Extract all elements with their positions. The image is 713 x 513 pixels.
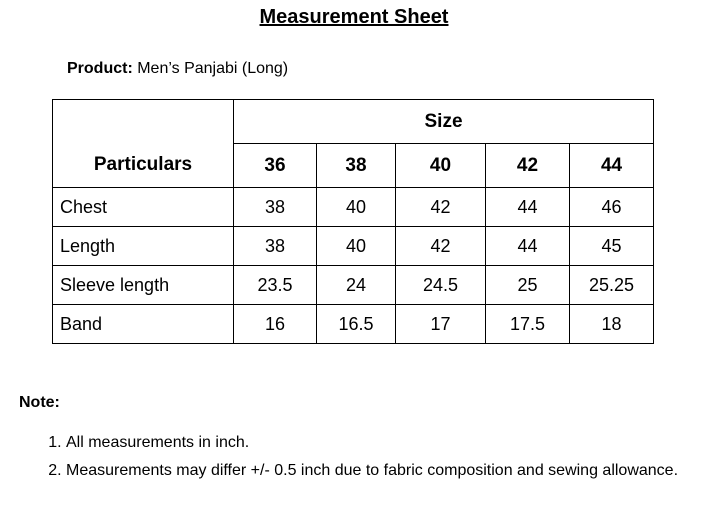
product-line — [67, 60, 288, 78]
table-cell: 25 — [486, 266, 570, 305]
table-cell: 25.25 — [570, 266, 654, 305]
size-column-header: 36 — [234, 144, 317, 188]
measurement-table — [52, 99, 654, 344]
table-row — [53, 305, 654, 344]
row-label: Band — [53, 305, 234, 344]
table-cell: 16.5 — [317, 305, 396, 344]
table-cell: 24.5 — [396, 266, 486, 305]
table-cell: 45 — [570, 227, 654, 266]
table-cell: 44 — [486, 227, 570, 266]
size-header: Size — [234, 100, 654, 144]
size-column-header: 42 — [486, 144, 570, 188]
table-row — [53, 266, 654, 305]
row-label: Length — [53, 227, 234, 266]
table-cell: 38 — [234, 188, 317, 227]
table-cell: 38 — [234, 227, 317, 266]
table-cell: 40 — [317, 188, 396, 227]
page-title: Measurement Sheet — [259, 6, 449, 28]
product-label: Product: — [67, 60, 133, 77]
table-row — [53, 227, 654, 266]
table-cell: 17.5 — [486, 305, 570, 344]
table-cell: 17 — [396, 305, 486, 344]
size-column-header: 40 — [396, 144, 486, 188]
table-row — [53, 188, 654, 227]
particulars-header: Particulars — [53, 100, 234, 188]
table-header-row — [53, 100, 654, 144]
table-cell: 46 — [570, 188, 654, 227]
product-value: Men’s Panjabi (Long) — [132, 60, 289, 77]
size-column-header: 38 — [317, 144, 396, 188]
table-cell: 23.5 — [234, 266, 317, 305]
table-cell: 16 — [234, 305, 317, 344]
table-cell: 18 — [570, 305, 654, 344]
table-cell: 40 — [317, 227, 396, 266]
table-cell: 24 — [317, 266, 396, 305]
row-label: Sleeve length — [53, 266, 234, 305]
note-item: 1. All measurements in inch. — [66, 433, 678, 461]
table-cell: 42 — [396, 188, 486, 227]
table-cell: 44 — [486, 188, 570, 227]
size-column-header: 44 — [570, 144, 654, 188]
table-cell: 42 — [396, 227, 486, 266]
row-label: Chest — [53, 188, 234, 227]
note-item: 2. Measurements may differ +/- 0.5 inch due to fabric composition and sewing allowance. — [66, 461, 678, 489]
notes-list — [0, 433, 678, 489]
note-heading: Note: — [19, 394, 60, 411]
